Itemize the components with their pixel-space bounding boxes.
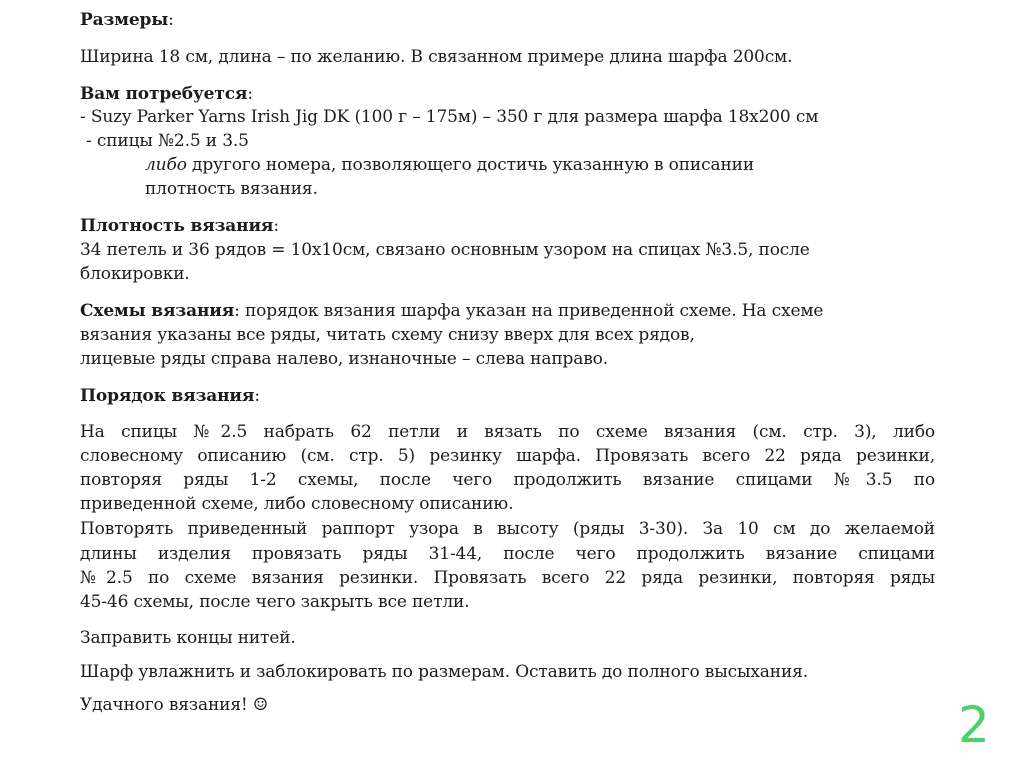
instructions-p2-line2: длины изделия провязать ряды 31-44, после чего продолжить вязание спицами: [80, 544, 935, 564]
instructions-p1-line2: словесному описанию (см. стр. 5) резинку шарфа. Провязать всего 22 ряда резинки,: [80, 446, 935, 466]
sizes-heading-line: Размеры:: [80, 10, 174, 30]
materials-alternative-line2: плотность вязания.: [145, 179, 318, 199]
instructions-p1-line4: приведенной схеме, либо словесному описанию.: [80, 494, 514, 514]
instructions-p2-line3: №2.5 по схеме вязания резинки. Провязать всего 22 ряда резинки, повторяя ряды: [80, 568, 935, 588]
instructions-p1-line1: На спицы №2.5 набрать 62 петли и вязать по схеме вязания (см. стр. 3), либо: [80, 422, 935, 442]
sizes-heading: Размеры: [80, 10, 169, 30]
charts-heading: Схемы вязания: [80, 301, 235, 321]
alternative-italic: либо: [145, 155, 187, 175]
page-number: 2: [958, 696, 990, 754]
materials-alternative-line1: либо другого номера, позволяющего достичь указанную в описании: [145, 155, 755, 175]
charts-line1: Схемы вязания: порядок вязания шарфа указан на приведенной схеме. На схеме: [80, 301, 824, 321]
closing-text: Удачного вязания! ☺: [80, 695, 268, 715]
instructions-heading: Порядок вязания: [80, 386, 255, 406]
gauge-text-line1: 34 петель и 36 рядов = 10x10см, связано основным узором на спицах №3.5, после: [80, 240, 810, 260]
materials-yarn: - Suzy Parker Yarns Irish Jig DK (100 г – 175м) – 350 г для размера шарфа 18x200 см: [80, 107, 819, 127]
instructions-heading-line: Порядок вязания:: [80, 386, 260, 406]
materials-heading-line: Вам потребуется:: [80, 84, 253, 104]
gauge-text-line2: блокировки.: [80, 264, 190, 284]
materials-heading: Вам потребуется: [80, 84, 248, 104]
instructions-p2-line4: 45-46 схемы, после чего закрыть все петли.: [80, 592, 470, 612]
charts-line3: лицевые ряды справа налево, изнаночные – слева направо.: [80, 349, 608, 369]
materials-needles: - спицы №2.5 и 3.5: [86, 131, 249, 151]
charts-line2: вязания указаны все ряды, читать схему снизу вверх для всех рядов,: [80, 325, 695, 345]
instructions-p1-line3: повторяя ряды 1-2 схемы, после чего продолжить вязание спицами №3.5 по: [80, 470, 935, 490]
instructions-p2-line1: Повторять приведенный раппорт узора в высоту (ряды 3-30). За 10 см до желаемой: [80, 519, 935, 539]
blocking-text: Шарф увлажнить и заблокировать по размерам. Оставить до полного высыхания.: [80, 662, 808, 682]
finishing-text: Заправить концы нитей.: [80, 628, 296, 648]
gauge-heading: Плотность вязания: [80, 216, 274, 236]
sizes-text: Ширина 18 см, длина – по желанию. В связанном примере длина шарфа 200см.: [80, 47, 793, 67]
gauge-heading-line: Плотность вязания:: [80, 216, 279, 236]
